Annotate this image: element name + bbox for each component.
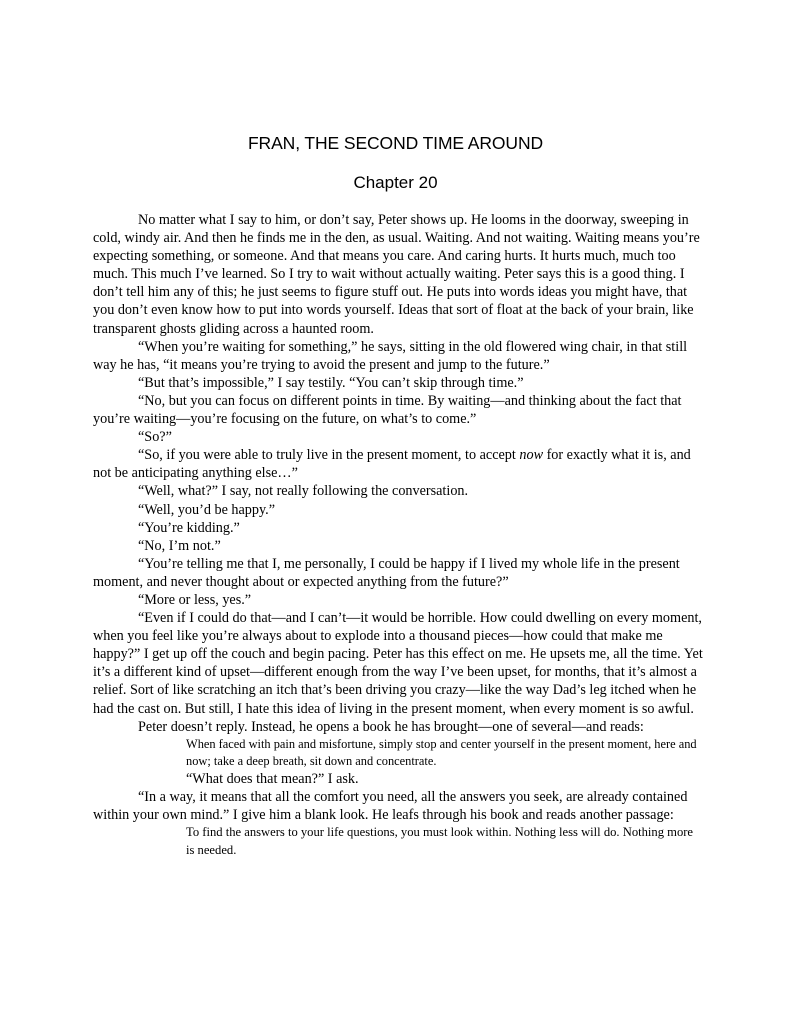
block-quote: To find the answers to your life questions, you must look within. Nothing less will do. Nothing more is needed.: [186, 825, 694, 857]
paragraph: “In a way, it means that all the comfort you need, all the answers you seek, are already contained within your own mind.” I give him a blank look. He leafs through his book and reads another passage:: [93, 788, 688, 823]
book-title: FRAN, THE SECOND TIME AROUND: [247, 133, 544, 153]
paragraph: No matter what I say to him, or don’t say, Peter shows up. He looms in the doorway, sweeping in cold, windy air. And then he finds me in the den, as usual. Waiting. And not waiting. Waiting means you’re expecting something, or someone. And that means you care. And caring hurts. It hurts much, much too much. This much I’ve learned. So I try to wait without actually waiting. Peter says this is a good thing. I don’t tell him any of this; he just seems to figure stuff out. He puts into words ideas you might have, that you don’t even know how to put into words yourself. Ideas that sort of float at the back of your brain, like transparent ghosts gliding across a haunted room.: [93, 212, 700, 337]
chapter-heading: Chapter 20: [353, 173, 438, 192]
paragraph-text: “So, if you were able to truly live in the present moment, to accept: [138, 447, 520, 464]
block-quote: When faced with pain and misfortune, simply stop and center yourself in the present moment, here and now; take a deep breath, sit down and concentrate.: [186, 736, 697, 768]
paragraph: [93, 446, 703, 482]
paragraph: “You’re telling me that I, me personally, I could be happy if I lived my whole life in the present moment, and never thought about or expected anything from the future?”: [93, 555, 680, 590]
paragraph: “Even if I could do that—and I can’t—it would be horrible. How could dwelling on every moment, when you feel like you’re always about to explode into a thousand pieces—how could that make me happy?” I get up off the couch and begin pacing. Peter has this effect on me. He upsets me, all the time. Yet it’s a different kind of upset—different enough from the way I’ve been upset, for months, that it’s almost a relief. Sort of like scratching an itch that’s been driving you crazy—like the way Dad’s leg itched when he had the cast on. But still, I hate this idea of living in the present moment, when every moment is so awful.: [93, 610, 703, 717]
paragraph: “So?”: [138, 429, 172, 446]
paragraph: “What does that mean?” I ask.: [186, 770, 359, 787]
paragraph: “Well, what?” I say, not really following the conversation.: [138, 483, 469, 500]
chapter-body: [93, 211, 703, 859]
paragraph: “More or less, yes.”: [138, 591, 252, 608]
paragraph-text: for exactly what it is, and not be anticipating anything else…”: [93, 447, 691, 482]
paragraph: “No, I’m not.”: [138, 537, 221, 554]
paragraph: Peter doesn’t reply. Instead, he opens a book he has brought—one of several—and reads:: [138, 718, 644, 735]
paragraph: “You’re kidding.”: [138, 519, 240, 536]
paragraph: “Well, you’d be happy.”: [138, 501, 276, 518]
paragraph: “When you’re waiting for something,” he says, sitting in the old flowered wing chair, in that still way he has, “it means you’re trying to avoid the present and jump to the future.”: [93, 338, 688, 373]
paragraph: “But that’s impossible,” I say testily. “You can’t skip through time.”: [138, 374, 524, 391]
emphasis: now: [519, 447, 544, 464]
paragraph: “No, but you can focus on different points in time. By waiting—and thinking about the fact that you’re waiting—you’re focusing on the future, on what’s to come.”: [93, 392, 682, 428]
